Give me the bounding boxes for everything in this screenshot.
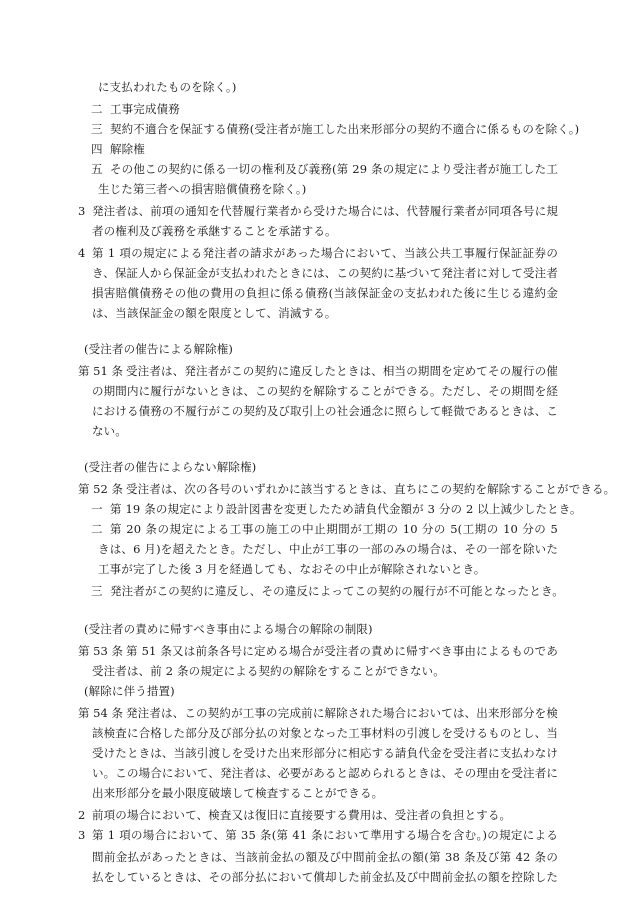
article-number: 第 54 条: [78, 706, 123, 720]
text-line: き、保証人から保証金が支払われたときには、この契約に基づいて発注者に対して受注者: [92, 266, 558, 280]
paragraph-number: 2: [78, 808, 86, 822]
text-line: 間前金払があったときは、当該前金払の額及び中間前金払の額(第 38 条及び第 42 条の: [92, 850, 558, 864]
text-line: に支払われたものを除く。): [98, 80, 237, 94]
article-number: 第 53 条: [78, 644, 123, 658]
text-line: の期間内に履行がないときは、この契約を解除することができる。ただし、その期間を経: [92, 384, 558, 398]
text-line: における債務の不履行がこの契約及び取引上の社会通念に照らして軽微であるときは、こ: [92, 404, 558, 418]
text-line: ない。: [92, 424, 127, 438]
item-number: 二: [91, 102, 103, 116]
item-number: 三: [91, 584, 103, 598]
text-line: 受注者は、次の各号のいずれかに該当するときは、直ちにこの契約を解除することができる。: [126, 482, 616, 496]
text-line: 発注者は、前項の通知を代替履行業者から受けた場合には、代替履行業者が同項各号に規: [92, 204, 558, 218]
paragraph-number: 4: [78, 246, 86, 260]
article-heading: (受注者の責めに帰すべき事由による場合の解除の制限): [84, 622, 373, 636]
text-line: 該検査に合格した部分及び部分払の対象となった工事材料の引渡しを受けるものとし、当: [92, 726, 558, 740]
text-line: 工事が完了した後 3 月を経過しても、なおその中止が解除されないとき。: [98, 562, 486, 576]
item-number: 三: [91, 122, 103, 136]
text-line: 者の権利及び義務を承継することを承諾する。: [92, 224, 337, 238]
text-line: きは、6 月)を超えたとき。ただし、中止が工事の一部のみの場合は、その一部を除いた: [98, 542, 558, 556]
item-number: 一: [91, 502, 103, 516]
text-line: は、当該保証金の額を限度として、消滅する。: [92, 306, 337, 320]
article-heading: (解除に伴う措置): [84, 684, 175, 698]
text-line: 第 51 条又は前条各号に定める場合が受注者の責めに帰すべき事由によるものであ: [126, 644, 558, 658]
text-line: 工事完成債務: [110, 102, 180, 116]
article-number: 第 52 条: [78, 482, 123, 496]
text-line: 第 1 項の場合において、第 35 条(第 41 条において準用する場合を含む。)の規定による: [92, 828, 558, 842]
text-line: 第 1 項の規定による発注者の請求があった場合において、当該公共工事履行保証証券の: [92, 246, 558, 260]
text-line: い。この場合において、発注者は、必要があると認められるときは、その理由を受注者に: [92, 766, 558, 780]
text-line: 出来形部分を最小限度破壊して検査することができる。: [92, 786, 384, 800]
text-line: 第 20 条の規定による工事の施工の中止期間が工期の 10 分の 5(工期の 10 分の 5: [110, 522, 558, 536]
text-line: 受注者は、前 2 条の規定による契約の解除をすることができない。: [92, 664, 445, 678]
article-number: 第 51 条: [78, 364, 123, 378]
text-line: 受注者は、発注者がこの契約に違反したときは、相当の期間を定めてその履行の催: [126, 364, 558, 378]
paragraph-number: 3: [78, 204, 86, 218]
text-line: 受けたときは、当該引渡しを受けた出来形部分に相応する請負代金を受注者に支払わなけ: [92, 746, 558, 760]
item-number: 二: [91, 522, 103, 536]
item-number: 五: [91, 162, 103, 176]
text-line: その他この契約に係る一切の権利及び義務(第 29 条の規定により受注者が施工した工: [110, 162, 558, 176]
paragraph-number: 3: [78, 828, 86, 842]
text-line: 発注者がこの契約に違反し、その違反によってこの契約の履行が不可能となったとき。: [110, 584, 564, 598]
text-line: 払をしているときは、その部分払において償却した前金払及び中間前金払の額を控除した: [92, 870, 558, 884]
text-line: 損害賠償債務その他の費用の負担に係る債務(当該保証金の支払われた後に生じる違約金: [92, 286, 558, 300]
text-line: 前項の場合において、検査又は復旧に直接要する費用は、受注者の負担とする。: [92, 808, 512, 822]
text-line: 生じた第三者への損害賠償債務を除く。): [98, 182, 307, 196]
text-line: 発注者は、この契約が工事の完成前に解除された場合においては、出来形部分を検: [126, 706, 558, 720]
text-line: 契約不適合を保証する債務(受注者が施工した出来形部分の契約不適合に係るものを除く。): [110, 122, 580, 136]
item-number: 四: [91, 142, 103, 156]
text-line: 第 19 条の規定により設計図書を変更したため請負代金額が 3 分の 2 以上減少したとき。: [110, 502, 582, 516]
article-heading: (受注者の催告によらない解除権): [84, 460, 257, 474]
text-line: 解除権: [110, 142, 145, 156]
article-heading: (受注者の催告による解除権): [84, 342, 234, 356]
